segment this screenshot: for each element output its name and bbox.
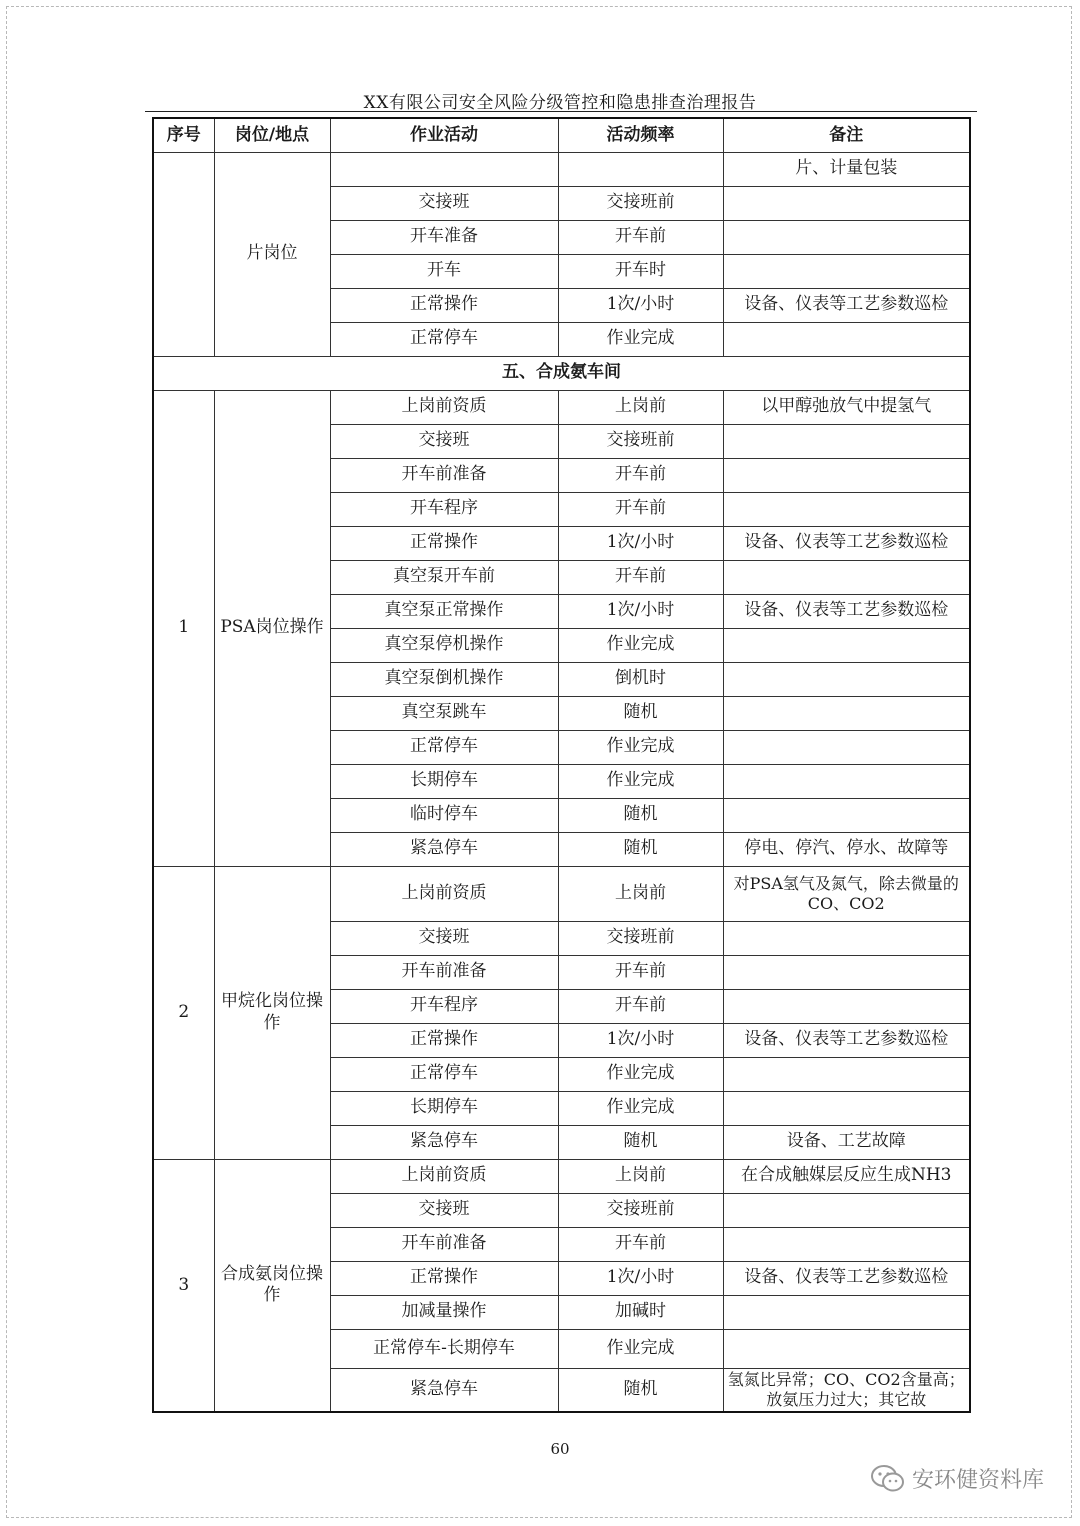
activity-cell: 正常停车 xyxy=(330,1057,558,1091)
note-cell: 停电、停汽、停水、故障等 xyxy=(723,832,970,866)
header-notes: 备注 xyxy=(723,118,970,152)
frequency-cell: 开车前 xyxy=(558,955,723,989)
frequency-cell: 交接班前 xyxy=(558,186,723,220)
table-row xyxy=(153,152,970,186)
frequency-cell: 随机 xyxy=(558,798,723,832)
frequency-cell: 开车前 xyxy=(558,1227,723,1261)
activity-cell: 上岗前资质 xyxy=(330,390,558,424)
note-cell: 设备、仪表等工艺参数巡检 xyxy=(723,288,970,322)
activity-cell xyxy=(330,152,558,186)
frequency-cell: 作业完成 xyxy=(558,1057,723,1091)
risk-activity-table xyxy=(152,117,971,1413)
frequency-cell: 随机 xyxy=(558,832,723,866)
activity-cell: 交接班 xyxy=(330,424,558,458)
frequency-cell: 作业完成 xyxy=(558,764,723,798)
table-row xyxy=(153,866,970,921)
wechat-icon xyxy=(870,1464,906,1494)
note-cell xyxy=(723,1193,970,1227)
table-header-row xyxy=(153,118,970,152)
note-cell: 设备、仪表等工艺参数巡检 xyxy=(723,594,970,628)
frequency-cell: 上岗前 xyxy=(558,1159,723,1193)
frequency-cell: 上岗前 xyxy=(558,390,723,424)
note-cell xyxy=(723,764,970,798)
note-cell xyxy=(723,1091,970,1125)
frequency-cell: 随机 xyxy=(558,696,723,730)
activity-cell: 交接班 xyxy=(330,921,558,955)
activity-cell: 开车程序 xyxy=(330,989,558,1023)
activity-cell: 开车前准备 xyxy=(330,1227,558,1261)
note-cell: 设备、仪表等工艺参数巡检 xyxy=(723,1023,970,1057)
frequency-cell: 交接班前 xyxy=(558,921,723,955)
frequency-cell: 1次/小时 xyxy=(558,1261,723,1295)
activity-cell: 上岗前资质 xyxy=(330,866,558,921)
activity-cell: 开车程序 xyxy=(330,492,558,526)
frequency-cell: 1次/小时 xyxy=(558,594,723,628)
index-cell: 2 xyxy=(153,866,214,1159)
note-cell: 设备、仪表等工艺参数巡检 xyxy=(723,1261,970,1295)
note-cell xyxy=(723,662,970,696)
header-rule xyxy=(145,111,977,112)
note-cell xyxy=(723,989,970,1023)
section-row xyxy=(153,356,970,390)
activity-cell: 加减量操作 xyxy=(330,1295,558,1329)
activity-cell: 正常操作 xyxy=(330,288,558,322)
activity-cell: 真空泵停机操作 xyxy=(330,628,558,662)
frequency-cell: 作业完成 xyxy=(558,322,723,356)
note-cell xyxy=(723,1227,970,1261)
note-cell: 对PSA氢气及氮气，除去微量的CO、CO2 xyxy=(723,866,970,921)
index-cell xyxy=(153,152,214,356)
frequency-cell: 开车时 xyxy=(558,254,723,288)
frequency-cell xyxy=(558,152,723,186)
note-cell: 以甲醇弛放气中提氢气 xyxy=(723,390,970,424)
activity-cell: 开车前准备 xyxy=(330,458,558,492)
activity-cell: 上岗前资质 xyxy=(330,1159,558,1193)
activity-cell: 开车 xyxy=(330,254,558,288)
note-cell xyxy=(723,696,970,730)
activity-cell: 正常操作 xyxy=(330,526,558,560)
activity-cell: 长期停车 xyxy=(330,764,558,798)
note-cell xyxy=(723,1057,970,1091)
station-cell: PSA岗位操作 xyxy=(214,390,330,866)
activity-cell: 临时停车 xyxy=(330,798,558,832)
note-cell xyxy=(723,730,970,764)
activity-cell: 正常停车 xyxy=(330,322,558,356)
frequency-cell: 上岗前 xyxy=(558,866,723,921)
activity-cell: 真空泵正常操作 xyxy=(330,594,558,628)
frequency-cell: 倒机时 xyxy=(558,662,723,696)
frequency-cell: 加碱时 xyxy=(558,1295,723,1329)
frequency-cell: 随机 xyxy=(558,1125,723,1159)
header-activity: 作业活动 xyxy=(330,118,558,152)
note-cell xyxy=(723,424,970,458)
index-cell: 1 xyxy=(153,390,214,866)
header-frequency: 活动频率 xyxy=(558,118,723,152)
frequency-cell: 开车前 xyxy=(558,560,723,594)
page-header-title: XX有限公司安全风险分级管控和隐患排查治理报告 xyxy=(363,93,757,113)
activity-cell: 交接班 xyxy=(330,1193,558,1227)
frequency-cell: 1次/小时 xyxy=(558,1023,723,1057)
frequency-cell: 交接班前 xyxy=(558,424,723,458)
header-station: 岗位/地点 xyxy=(214,118,330,152)
watermark-text: 安环健资料库 xyxy=(911,1468,1044,1493)
activity-cell: 真空泵开车前 xyxy=(330,560,558,594)
note-cell xyxy=(723,458,970,492)
header-index: 序号 xyxy=(153,118,214,152)
activity-cell: 正常停车-长期停车 xyxy=(330,1329,558,1368)
activity-cell: 长期停车 xyxy=(330,1091,558,1125)
note-cell xyxy=(723,186,970,220)
note-cell xyxy=(723,1329,970,1368)
note-cell xyxy=(723,955,970,989)
activity-cell: 正常操作 xyxy=(330,1261,558,1295)
note-cell: 片、计量包装 xyxy=(723,152,970,186)
index-cell: 3 xyxy=(153,1159,214,1412)
activity-cell: 正常停车 xyxy=(330,730,558,764)
frequency-cell: 作业完成 xyxy=(558,730,723,764)
note-cell xyxy=(723,560,970,594)
activity-cell: 交接班 xyxy=(330,186,558,220)
section-title: 五、合成氨车间 xyxy=(153,356,970,390)
frequency-cell: 开车前 xyxy=(558,458,723,492)
note-cell xyxy=(723,254,970,288)
activity-cell: 真空泵倒机操作 xyxy=(330,662,558,696)
frequency-cell: 开车前 xyxy=(558,220,723,254)
frequency-cell: 随机 xyxy=(558,1368,723,1412)
activity-cell: 开车准备 xyxy=(330,220,558,254)
frequency-cell: 开车前 xyxy=(558,989,723,1023)
frequency-cell: 作业完成 xyxy=(558,628,723,662)
activity-cell: 正常操作 xyxy=(330,1023,558,1057)
note-cell xyxy=(723,492,970,526)
note-cell xyxy=(723,798,970,832)
watermark xyxy=(870,1463,1044,1494)
frequency-cell: 作业完成 xyxy=(558,1329,723,1368)
note-cell: 在合成触媒层反应生成NH3 xyxy=(723,1159,970,1193)
note-cell xyxy=(723,220,970,254)
note-cell xyxy=(723,921,970,955)
station-cell: 甲烷化岗位操作 xyxy=(214,866,330,1159)
note-cell xyxy=(723,628,970,662)
frequency-cell: 作业完成 xyxy=(558,1091,723,1125)
frequency-cell: 1次/小时 xyxy=(558,288,723,322)
table-row xyxy=(153,1159,970,1193)
note-cell: 氢氮比异常；CO、CO2含量高；放氨压力过大；其它故 xyxy=(723,1368,970,1412)
table-row xyxy=(153,390,970,424)
activity-cell: 真空泵跳车 xyxy=(330,696,558,730)
station-cell: 片岗位 xyxy=(214,152,330,356)
note-cell xyxy=(723,1295,970,1329)
activity-cell: 紧急停车 xyxy=(330,1125,558,1159)
note-cell: 设备、仪表等工艺参数巡检 xyxy=(723,526,970,560)
note-cell xyxy=(723,322,970,356)
frequency-cell: 1次/小时 xyxy=(558,526,723,560)
page-number: 60 xyxy=(550,1440,570,1458)
activity-cell: 开车前准备 xyxy=(330,955,558,989)
frequency-cell: 开车前 xyxy=(558,492,723,526)
activity-cell: 紧急停车 xyxy=(330,1368,558,1412)
frequency-cell: 交接班前 xyxy=(558,1193,723,1227)
station-cell: 合成氨岗位操作 xyxy=(214,1159,330,1412)
note-cell: 设备、工艺故障 xyxy=(723,1125,970,1159)
activity-cell: 紧急停车 xyxy=(330,832,558,866)
